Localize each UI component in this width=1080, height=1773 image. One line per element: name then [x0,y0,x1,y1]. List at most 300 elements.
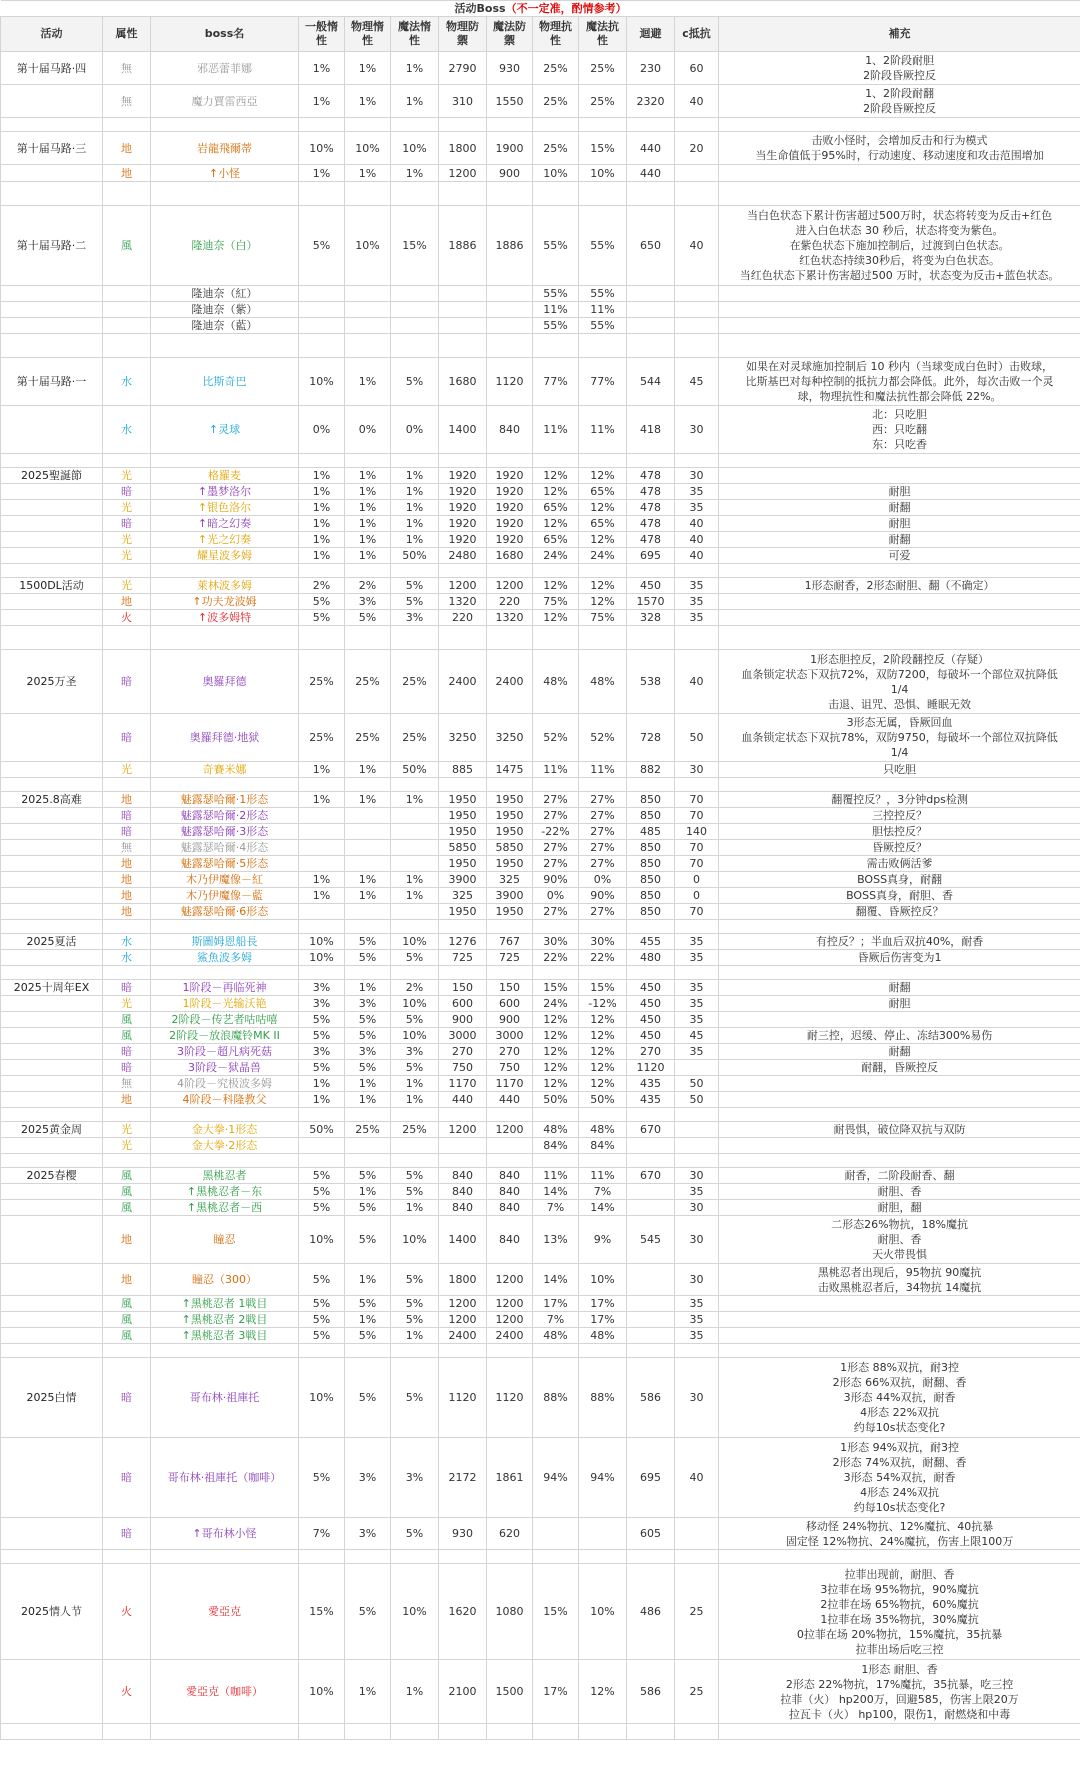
physical-resist-cell: 14% [533,1184,579,1200]
spacer-cell [579,182,627,206]
magic-resist-cell: 65% [579,484,627,500]
c-resist-cell: 70 [675,904,719,920]
magic-inertia-cell: 5% [391,1358,439,1438]
magic-resist-cell: 48% [579,1328,627,1344]
spacer-cell [533,778,579,792]
spacer-cell [439,966,487,980]
spacer-cell [579,626,627,650]
magic-resist-cell: 27% [579,856,627,872]
magic-resist-cell: 12% [579,594,627,610]
element-cell: 暗 [103,1358,151,1438]
element-cell: 地 [103,872,151,888]
spacer-cell [487,182,533,206]
table-row [1,1076,1080,1092]
spacer-cell [439,778,487,792]
boss-name-cell: 隆迪奈（紅） [151,286,299,302]
physical-defense-cell: 2480 [439,548,487,564]
notes-cell [719,1012,1080,1028]
spacer-cell [103,118,151,132]
table-row [1,85,1080,118]
general-inertia-cell: 1% [299,888,345,904]
physical-resist-cell: 77% [533,358,579,406]
notes-cell: 黑桃忍者出现后，95物抗 90魔抗 击败黑桃忍者后，34物抗 14魔抗 [719,1264,1080,1296]
spacer-cell [627,966,675,980]
spacer-cell [299,1344,345,1358]
spacer-cell [675,454,719,468]
notes-cell: 翻覆控反？，3分钟dps检测 [719,792,1080,808]
c-resist-cell: 30 [675,1200,719,1216]
activity-cell: 2025黄金周 [1,1122,103,1138]
spacer-cell [391,1154,439,1168]
physical-defense-cell: 725 [439,950,487,966]
spacer-cell [439,1344,487,1358]
spacer-cell [1,564,103,578]
spacer-cell [151,1154,299,1168]
evasion-cell: 1120 [627,1060,675,1076]
activity-cell [1,1138,103,1154]
physical-resist-cell: 12% [533,1044,579,1060]
spacer-cell [103,1344,151,1358]
physical-inertia-cell: 25% [345,650,391,714]
general-inertia-cell: 10% [299,950,345,966]
notes-cell: 如果在对灵球施加控制后 10 秒内（当球变成白色时）击败球， 比斯基巴对每种控制的抵抗力都会降低。此外，每次击败一个灵 球，物理抗性和魔法抗性都会降低 22%。 [719,358,1080,406]
evasion-cell: 695 [627,1438,675,1518]
table-row [1,1012,1080,1028]
evasion-cell: 435 [627,1076,675,1092]
magic-inertia-cell: 0% [391,406,439,454]
spacer-cell [627,1154,675,1168]
physical-inertia-cell: 1% [345,165,391,182]
activity-cell [1,1328,103,1344]
magic-inertia-cell: 2% [391,980,439,996]
c-resist-cell: 40 [675,1438,719,1518]
physical-inertia-cell: 3% [345,594,391,610]
physical-resist-cell: 11% [533,302,579,318]
boss-name-cell: 奥羅拜德·地狱 [151,714,299,762]
boss-name-cell: 比斯奇巴 [151,358,299,406]
magic-inertia-cell: 5% [391,358,439,406]
c-resist-cell: 35 [675,934,719,950]
boss-name-cell: ↑黑桃忍者 1戦目 [151,1296,299,1312]
evasion-cell: 544 [627,358,675,406]
boss-name-cell: ↑黑桃忍者－西 [151,1200,299,1216]
element-cell: 光 [103,548,151,564]
magic-inertia-cell: 5% [391,1184,439,1200]
magic-resist-cell: 14% [579,1200,627,1216]
spacer-cell [345,1344,391,1358]
boss-name-cell: 魅露瑟哈爾·3形态 [151,824,299,840]
spacer-cell [299,626,345,650]
activity-cell [1,1296,103,1312]
general-inertia-cell: 1% [299,792,345,808]
c-resist-cell: 30 [675,1216,719,1264]
element-cell: 地 [103,165,151,182]
element-cell: 暗 [103,714,151,762]
element-cell: 光 [103,578,151,594]
magic-resist-cell: 11% [579,406,627,454]
spacer-cell [299,778,345,792]
spacer-cell [103,1550,151,1564]
magic-defense-cell: 1886 [487,206,533,286]
table-row [1,1660,1080,1724]
spacer-cell [533,1344,579,1358]
element-cell [103,318,151,334]
spacer-cell [719,778,1080,792]
element-cell: 光 [103,500,151,516]
element-cell: 風 [103,1028,151,1044]
general-inertia-cell: 5% [299,610,345,626]
notes-cell: 耐胆、香 [719,1184,1080,1200]
physical-resist-cell: 12% [533,1012,579,1028]
physical-inertia-cell: 5% [345,1200,391,1216]
notes-cell: 1、2阶段耐翻 2阶段昏厥控反 [719,85,1080,118]
spacer-cell [299,454,345,468]
spacer-cell [533,626,579,650]
general-inertia-cell: 10% [299,1358,345,1438]
spacer-cell [487,778,533,792]
physical-defense-cell: 325 [439,888,487,904]
spacer-cell [719,1344,1080,1358]
c-resist-cell [675,1138,719,1154]
physical-defense-cell: 1120 [439,1358,487,1438]
spacer-cell [487,1154,533,1168]
magic-defense-cell: 900 [487,165,533,182]
physical-resist-cell: 94% [533,1438,579,1518]
general-inertia-cell: 3% [299,980,345,996]
physical-inertia-cell: 5% [345,1564,391,1660]
magic-resist-cell: 50% [579,1092,627,1108]
general-inertia-cell: 7% [299,1518,345,1550]
boss-name-cell: 鯊魚波多姆 [151,950,299,966]
activity-cell [1,484,103,500]
activity-cell [1,1518,103,1550]
physical-defense-cell: 1950 [439,792,487,808]
spacer-cell [299,1724,345,1740]
spacer-row [1,182,1080,206]
activity-cell: 2025夏活 [1,934,103,950]
spacer-cell [391,966,439,980]
spacer-cell [533,118,579,132]
notes-cell: 北：只吃胆 西：只吃翻 东：只吃香 [719,406,1080,454]
notes-cell: 昏厥控反？ [719,840,1080,856]
notes-cell: 当白色状态下累计伤害超过500万时，状态将转变为反击+红色 进入白色状态 30 秒后，状态将变为紫色。 在紫色状态下施加控制后，过渡到白色状态。 红色状态持续30秒后，将变为白色状态。 当红色状态下累计伤害超过500 万时，状态变为反击+蓝色状态。 [719,206,1080,286]
boss-name-cell: 1阶段－光输沃艳 [151,996,299,1012]
magic-defense-cell: 1170 [487,1076,533,1092]
activity-cell [1,1660,103,1724]
physical-inertia-cell: 1% [345,500,391,516]
table-row [1,888,1080,904]
spacer-row [1,564,1080,578]
element-cell: 地 [103,1264,151,1296]
general-inertia-cell: 5% [299,1296,345,1312]
activity-cell [1,532,103,548]
notes-cell [719,318,1080,334]
general-inertia-cell: 1% [299,532,345,548]
table-row [1,302,1080,318]
spacer-cell [675,626,719,650]
physical-resist-cell [533,1518,579,1550]
element-cell: 火 [103,610,151,626]
spacer-cell [439,1724,487,1740]
evasion-cell: 538 [627,650,675,714]
element-cell: 光 [103,996,151,1012]
magic-defense-cell: 1950 [487,904,533,920]
evasion-cell [627,318,675,334]
magic-inertia-cell: 3% [391,1044,439,1060]
element-cell: 地 [103,132,151,165]
boss-name-cell: 萊林波多姆 [151,578,299,594]
magic-defense-cell: 325 [487,872,533,888]
notes-cell: 耐翻，昏厥控反 [719,1060,1080,1076]
activity-cell: 2025白情 [1,1358,103,1438]
activity-cell [1,1060,103,1076]
element-cell: 地 [103,594,151,610]
spacer-cell [151,920,299,934]
physical-inertia-cell: 1% [345,980,391,996]
physical-defense-cell: 840 [439,1168,487,1184]
evasion-cell: 850 [627,888,675,904]
activity-cell [1,762,103,778]
evasion-cell: 485 [627,824,675,840]
physical-resist-cell: 84% [533,1138,579,1154]
magic-resist-cell: 65% [579,516,627,532]
physical-resist-cell: 65% [533,500,579,516]
magic-inertia-cell [391,824,439,840]
table-row [1,1168,1080,1184]
boss-name-cell: 岩龍飛爾蒂 [151,132,299,165]
spacer-cell [533,1154,579,1168]
spacer-cell [487,1344,533,1358]
activity-cell [1,840,103,856]
title-row [1,1,1080,17]
spacer-row [1,454,1080,468]
evasion-cell: 478 [627,500,675,516]
spacer-cell [299,564,345,578]
evasion-cell: 418 [627,406,675,454]
c-resist-cell: 50 [675,1076,719,1092]
evasion-cell: 728 [627,714,675,762]
boss-name-cell: ↑功夫龙波姆 [151,594,299,610]
magic-resist-cell: 11% [579,302,627,318]
activity-cell [1,1216,103,1264]
boss-name-cell: 魅露瑟哈爾·1形态 [151,792,299,808]
spacer-cell [579,454,627,468]
physical-inertia-cell: 1% [345,872,391,888]
spacer-cell [487,564,533,578]
notes-cell: 三控控反？ [719,808,1080,824]
spacer-cell [675,778,719,792]
spacer-cell [391,920,439,934]
magic-defense-cell: 1861 [487,1438,533,1518]
table-row [1,286,1080,302]
evasion-cell: 450 [627,1028,675,1044]
col-magic-inertia-header: 魔法惰性 [391,17,439,52]
col-magic-defense-header: 魔法防禦 [487,17,533,52]
general-inertia-cell [299,318,345,334]
magic-defense-cell: 3250 [487,714,533,762]
magic-inertia-cell: 1% [391,1200,439,1216]
physical-resist-cell: 12% [533,1028,579,1044]
boss-name-cell: 魅露瑟哈爾·4形态 [151,840,299,856]
table-row [1,500,1080,516]
magic-inertia-cell: 1% [391,792,439,808]
spacer-row [1,966,1080,980]
notes-cell: 耐胆 [719,484,1080,500]
evasion-cell [627,286,675,302]
boss-name-cell: 愛亞克 [151,1564,299,1660]
evasion-cell [627,1328,675,1344]
spacer-cell [487,920,533,934]
magic-resist-cell: 27% [579,792,627,808]
physical-defense-cell: 310 [439,85,487,118]
physical-resist-cell: 12% [533,484,579,500]
magic-resist-cell: 27% [579,824,627,840]
magic-defense-cell: 220 [487,594,533,610]
magic-defense-cell: 1200 [487,578,533,594]
element-cell: 火 [103,1564,151,1660]
notes-cell: 拉菲出现前，耐胆、香 3拉菲在场 95%物抗，90%魔抗 2拉菲在场 65%物抗，60%魔抗 1拉菲在场 35%物抗，30%魔抗 0拉菲在场 20%物抗，15%魔抗，35抗暴 拉菲出场后吃三控 [719,1564,1080,1660]
physical-defense-cell: 600 [439,996,487,1012]
spacer-cell [299,1154,345,1168]
magic-resist-cell: -12% [579,996,627,1012]
evasion-cell: 850 [627,872,675,888]
evasion-cell: 270 [627,1044,675,1060]
physical-defense-cell: 1920 [439,500,487,516]
boss-name-cell: 4阶段－究极波多姆 [151,1076,299,1092]
boss-name-cell: 隆迪奈（紫） [151,302,299,318]
spacer-cell [391,626,439,650]
spacer-cell [299,182,345,206]
c-resist-cell: 0 [675,872,719,888]
notes-cell [719,468,1080,484]
element-cell [103,286,151,302]
magic-resist-cell: 25% [579,85,627,118]
element-cell: 暗 [103,516,151,532]
evasion-cell [627,1296,675,1312]
spacer-cell [487,1108,533,1122]
physical-inertia-cell [345,808,391,824]
physical-inertia-cell: 1% [345,1076,391,1092]
evasion-cell: 450 [627,980,675,996]
physical-resist-cell: 27% [533,904,579,920]
physical-inertia-cell: 1% [345,1092,391,1108]
spacer-cell [439,564,487,578]
spacer-cell [627,454,675,468]
magic-defense-cell: 2400 [487,650,533,714]
spacer-cell [1,1154,103,1168]
spacer-row [1,334,1080,358]
magic-defense-cell [487,302,533,318]
activity-cell [1,1184,103,1200]
c-resist-cell: 30 [675,1168,719,1184]
activity-cell [1,1264,103,1296]
table-row [1,1438,1080,1518]
spacer-cell [103,1724,151,1740]
physical-resist-cell: 55% [533,206,579,286]
magic-defense-cell [487,286,533,302]
magic-resist-cell: 15% [579,980,627,996]
boss-name-cell: 2阶段－放浪魔铃MK II [151,1028,299,1044]
spacer-cell [675,182,719,206]
general-inertia-cell: 50% [299,1122,345,1138]
general-inertia-cell: 10% [299,1216,345,1264]
physical-resist-cell: 25% [533,132,579,165]
spacer-cell [675,966,719,980]
evasion-cell: 450 [627,1012,675,1028]
spacer-cell [439,334,487,358]
c-resist-cell: 70 [675,856,719,872]
magic-inertia-cell: 1% [391,500,439,516]
spacer-cell [299,118,345,132]
boss-name-cell: 哥布林·祖庫托（咖啡） [151,1438,299,1518]
general-inertia-cell: 1% [299,548,345,564]
magic-defense-cell: 1950 [487,856,533,872]
table-row [1,1518,1080,1550]
spacer-cell [391,564,439,578]
magic-resist-cell: 10% [579,1264,627,1296]
general-inertia-cell: 25% [299,714,345,762]
boss-name-cell: ↑哥布林小怪 [151,1518,299,1550]
physical-inertia-cell: 5% [345,1028,391,1044]
magic-inertia-cell: 5% [391,1012,439,1028]
spacer-cell [103,1154,151,1168]
c-resist-cell: 35 [675,500,719,516]
spacer-cell [579,334,627,358]
c-resist-cell: 35 [675,578,719,594]
evasion-cell: 440 [627,165,675,182]
boss-name-cell: 哥布林·祖庫托 [151,1358,299,1438]
notes-cell: 耐翻 [719,532,1080,548]
general-inertia-cell: 10% [299,358,345,406]
physical-resist-cell: -22% [533,824,579,840]
notes-cell: 只吃胆 [719,762,1080,778]
boss-name-cell: ↑黑桃忍者 2戦目 [151,1312,299,1328]
spacer-cell [487,626,533,650]
evasion-cell [627,1200,675,1216]
general-inertia-cell: 5% [299,1168,345,1184]
physical-resist-cell: 48% [533,1328,579,1344]
c-resist-cell: 60 [675,52,719,85]
col-physical-resist-header: 物理抗性 [533,17,579,52]
magic-inertia-cell: 1% [391,516,439,532]
magic-defense-cell: 600 [487,996,533,1012]
physical-resist-cell: 22% [533,950,579,966]
c-resist-cell: 35 [675,980,719,996]
magic-resist-cell: 12% [579,1660,627,1724]
notes-cell: 耐胆 [719,516,1080,532]
activity-cell [1,1076,103,1092]
spacer-row [1,1108,1080,1122]
spacer-cell [439,118,487,132]
boss-name-cell: 瞳忍（300） [151,1264,299,1296]
magic-resist-cell: 30% [579,934,627,950]
physical-resist-cell: 25% [533,85,579,118]
spacer-cell [719,1154,1080,1168]
boss-name-cell: 瞳忍 [151,1216,299,1264]
header-row [1,17,1080,52]
magic-defense-cell: 150 [487,980,533,996]
notes-cell: 翻覆、昏厥控反？ [719,904,1080,920]
magic-resist-cell: 12% [579,578,627,594]
magic-defense-cell: 1475 [487,762,533,778]
spacer-cell [103,966,151,980]
spacer-cell [675,1550,719,1564]
physical-inertia-cell: 5% [345,934,391,950]
element-cell: 光 [103,468,151,484]
physical-resist-cell: 24% [533,996,579,1012]
c-resist-cell: 35 [675,950,719,966]
physical-inertia-cell: 1% [345,532,391,548]
